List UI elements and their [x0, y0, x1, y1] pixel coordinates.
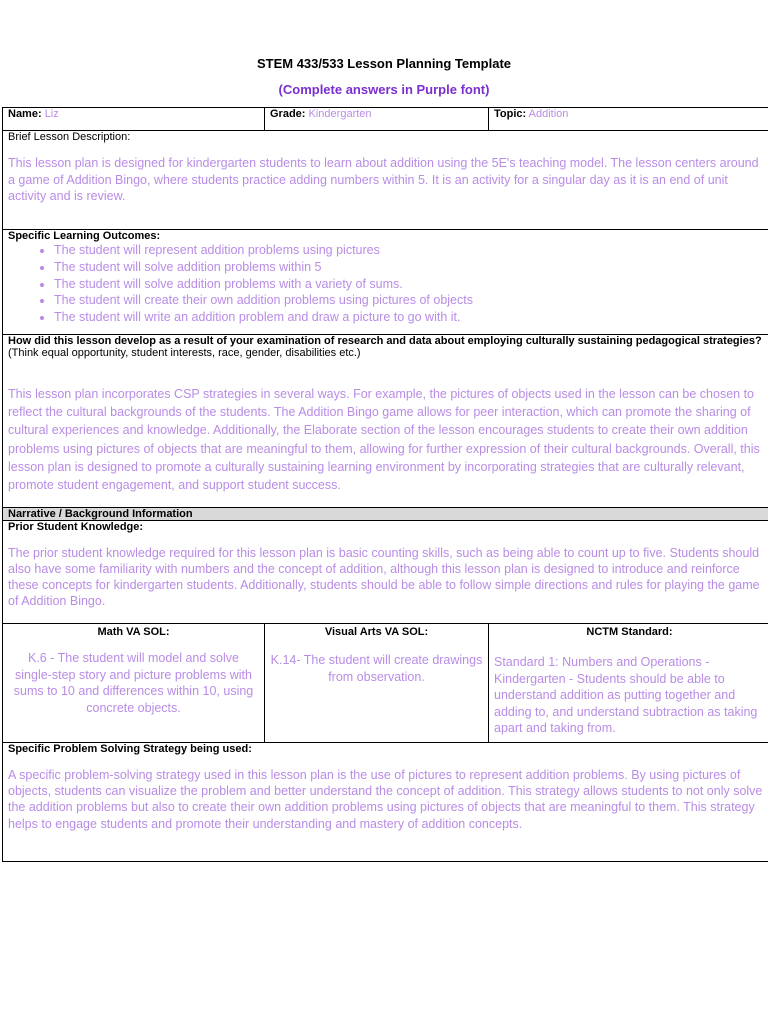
narrative-heading: Narrative / Background Information [3, 508, 768, 521]
narrative-row [3, 508, 768, 521]
grade-value: Kindergarten [308, 108, 372, 120]
strategy-text: A specific problem-solving strategy used in this lesson plan is the use of pictures to represent addition problems. By using pictures of objects, students can visualize the problem and better understand the concept of addition. This strategy allows students to not only solve the addition problems but also to create their own addition problems using pictures of objects that are meaningful to them. This strategy helps to engage students and promote their understanding and mastery of addition concepts. [8, 768, 763, 831]
prior-knowledge-cell [3, 521, 768, 624]
lesson-plan-table [2, 107, 768, 862]
list-item: • The student will create their own addition problems using pictures of objects [54, 292, 765, 309]
csp-text: This lesson plan incorporates CSP strategies in several ways. For example, the pictures of objects used in the lesson can be chosen to reflect the cultural backgrounds of the students. The Addition Bingo game allows for peer interaction, which can promote the sharing of cultural experiences and knowledge. Additionally, the Elaborate section of the lesson encourages students to create their own addition problems using pictures of objects that are meaningful to them, allowing for further expression of their cultural backgrounds. Overall, this lesson plan is designed to promote a culturally sustaining learning environment by incorporating strategies that are culturally relevant, promote student engagement, and support student success. [8, 387, 760, 493]
brief-description-label: Brief Lesson Description: [8, 131, 131, 143]
learning-outcomes-label: Specific Learning Outcomes: [8, 230, 161, 242]
csp-label: How did this lesson develop as a result of your examination of research and data about employing culturally sustaining pedagogical strategies? [8, 335, 762, 347]
arts-sol-text: K.14- The student will create drawings from observation. [270, 653, 483, 684]
math-sol-label: Math VA SOL: [97, 626, 170, 638]
topic-cell [489, 108, 768, 131]
topic-value: Addition [528, 108, 569, 120]
name-value: Liz [44, 108, 59, 120]
topic-label: Topic: [494, 108, 527, 120]
list-item: • The student will solve addition problems with a variety of sums. [54, 276, 765, 293]
learning-outcomes-row [3, 230, 768, 335]
document-title: STEM 433/533 Lesson Planning Template [256, 56, 512, 71]
standards-row [3, 624, 768, 743]
math-sol-cell [3, 624, 265, 743]
csp-cell [3, 335, 768, 508]
arts-sol-label: Visual Arts VA SOL: [324, 626, 429, 638]
prior-knowledge-text: The prior student knowledge required for this lesson plan is basic counting skills, such as being able to count up to five. Students should also have some familiarity with numbers and the concept of addition, although this lesson plan is designed to introduce and reinforce these concepts for kindergarten students. Additionally, students should be able to follow simple directions and rules for playing the game of Addition Bingo. [8, 546, 760, 608]
document-subtitle: (Complete answers in Purple font) [278, 82, 490, 97]
csp-hint: (Think equal opportunity, student interests, race, gender, disabilities etc.) [8, 347, 361, 359]
learning-outcomes-cell [3, 230, 768, 335]
nctm-text: Standard 1: Numbers and Operations - Kindergarten - Students should be able to understand addition as putting together and adding to, and understand subtraction as taking apart and taking from. [494, 655, 758, 735]
name-label: Name: [8, 108, 42, 120]
nctm-cell [489, 624, 768, 743]
list-item: • The student will write an addition problem and draw a picture to go with it. [54, 309, 765, 326]
name-cell [3, 108, 265, 131]
strategy-cell [3, 743, 768, 862]
brief-description-cell [3, 131, 768, 230]
arts-sol-cell [265, 624, 489, 743]
list-item: • The student will represent addition problems using pictures [54, 242, 765, 259]
grade-label: Grade: [270, 108, 306, 120]
csp-question [8, 335, 765, 359]
prior-knowledge-row [3, 521, 768, 624]
math-sol-text: K.6 - The student will model and solve single-step story and picture problems with sums to 10 and differences within 10, using concrete objects. [13, 651, 254, 715]
prior-knowledge-label: Prior Student Knowledge: [8, 521, 144, 533]
brief-description-row [3, 131, 768, 230]
strategy-label: Specific Problem Solving Strategy being used: [8, 743, 252, 755]
csp-row [3, 335, 768, 508]
brief-description-text: This lesson plan is designed for kindergarten students to learn about addition using the 5E's teaching model. The lesson centers around a game of Addition Bingo, where students practice adding numbers within 5. It is an activity for a singular day as it is an end of unit activity and is review. [8, 156, 759, 203]
learning-outcomes-list [8, 242, 765, 326]
strategy-row [3, 743, 768, 862]
header-row [3, 108, 768, 131]
list-item: • The student will solve addition problems within 5 [54, 259, 765, 276]
nctm-label: NCTM Standard: [586, 626, 673, 638]
grade-cell [265, 108, 489, 131]
